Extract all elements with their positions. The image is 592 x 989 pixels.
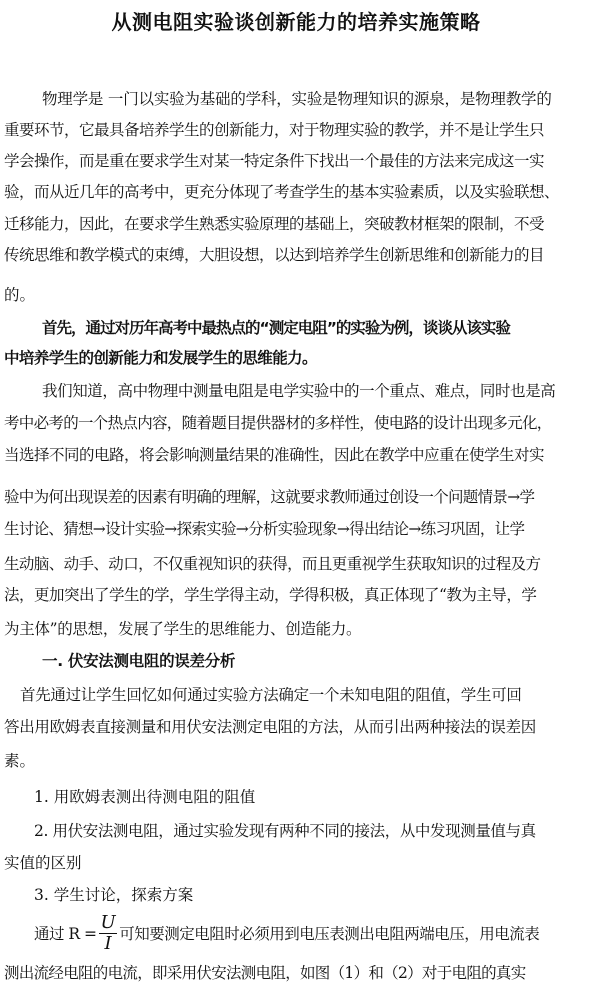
paragraph-line: 为主体”的思想，发展了学生的思维能力、创造能力。 — [4, 620, 362, 638]
paragraph-line: 生动脑、动手、动口，不仅重视知识的获得，而且更重视学生获取知识的过程及方 — [4, 555, 541, 573]
paragraph-line: 传统思维和教学模式的束缚，大胆设想，以达到培养学生创新思维和创新能力的目 — [4, 246, 545, 264]
paragraph-line: 生讨论、猜想→设计实验→探索实验→分析实验现象→得出结论→练习巩固，让学 — [4, 520, 525, 538]
paragraph-line: 素。 — [4, 752, 36, 770]
paragraph-line: 首先通过让学生回忆如何通过实验方法确定一个未知电阻的阻值，学生可回 — [20, 686, 522, 704]
fraction-numerator: U — [100, 911, 116, 933]
formula-line — [34, 911, 540, 954]
paragraph-line: 法，更加突出了学生的学，学生学得主动，学得积极，真正体现了“教为主导，学 — [4, 586, 537, 604]
paragraph-line: 物理学是 一门以实验为基础的学科，实验是物理知识的源泉，是物理教学的 — [42, 90, 552, 108]
paragraph-line: 我们知道，高中物理中测量电阻是电学实验中的一个重点、难点，同时也是高 — [42, 382, 556, 400]
paragraph-line: 的。 — [4, 286, 36, 304]
paragraph-line: 迁移能力，因此，在要求学生熟悉实验原理的基础上，突破教材框架的限制，不受 — [4, 215, 545, 233]
formula-prefix: 通过 R = — [34, 925, 97, 943]
paragraph-line: 验，而从近几年的高考中，更充分体现了考查学生的基本实验素质，以及实验联想、 — [4, 183, 560, 201]
formula-suffix: 可知要测定电阻时必须用到电压表测出电阻两端电压，用电流表 — [119, 925, 540, 943]
paragraph-line: 重要环节，它最具备培养学生的创新能力，对于物理实验的教学，并不是让学生只 — [4, 121, 545, 139]
list-item: 2. 用伏安法测电阻，通过实验发现有两种不同的接法，从中发现测量值与真 — [34, 822, 536, 840]
emphasis-line: 中培养学生的创新能力和发展学生的思维能力。 — [4, 349, 317, 367]
fraction-u-over-i — [99, 913, 118, 954]
paragraph-line: 验中为何出现误差的因素有明确的理解，这就要求教师通过创设一个问题情景→学 — [4, 488, 535, 506]
paragraph-line: 答出用欧姆表直接测量和用伏安法测定电阻的方法，从而引出两种接法的误差因 — [4, 718, 537, 736]
paragraph-line: 学会操作，而是重在要求学生对某一特定条件下找出一个最佳的方法来完成这一实 — [4, 152, 545, 170]
emphasis-line: 首先，通过对历年高考中最热点的“测定电阻”的实验为例，谈谈从该实验 — [42, 319, 510, 337]
document-title: 从测电阻实验谈创新能力的培养实施策略 — [111, 10, 481, 34]
list-item: 1. 用欧姆表测出待测电阻的阻值 — [34, 788, 256, 806]
section-heading: 一. 伏安法测电阻的误差分析 — [42, 652, 236, 670]
list-item: 3. 学生讨论，探索方案 — [34, 886, 194, 904]
paragraph-line: 考中必考的一个热点内容，随着题目提供器材的多样性，使电路的设计出现多元化， — [4, 414, 552, 432]
list-item: 实值的区别 — [4, 854, 82, 872]
fraction-denominator: I — [104, 932, 112, 954]
paragraph-line: 测出流经电阻的电流，即采用伏安法测电阻，如图（1）和（2）对于电阻的真实 — [4, 964, 526, 982]
paragraph-line: 当选择不同的电路，将会影响测量结果的准确性，因此在教学中应重在使学生对实 — [4, 446, 545, 464]
